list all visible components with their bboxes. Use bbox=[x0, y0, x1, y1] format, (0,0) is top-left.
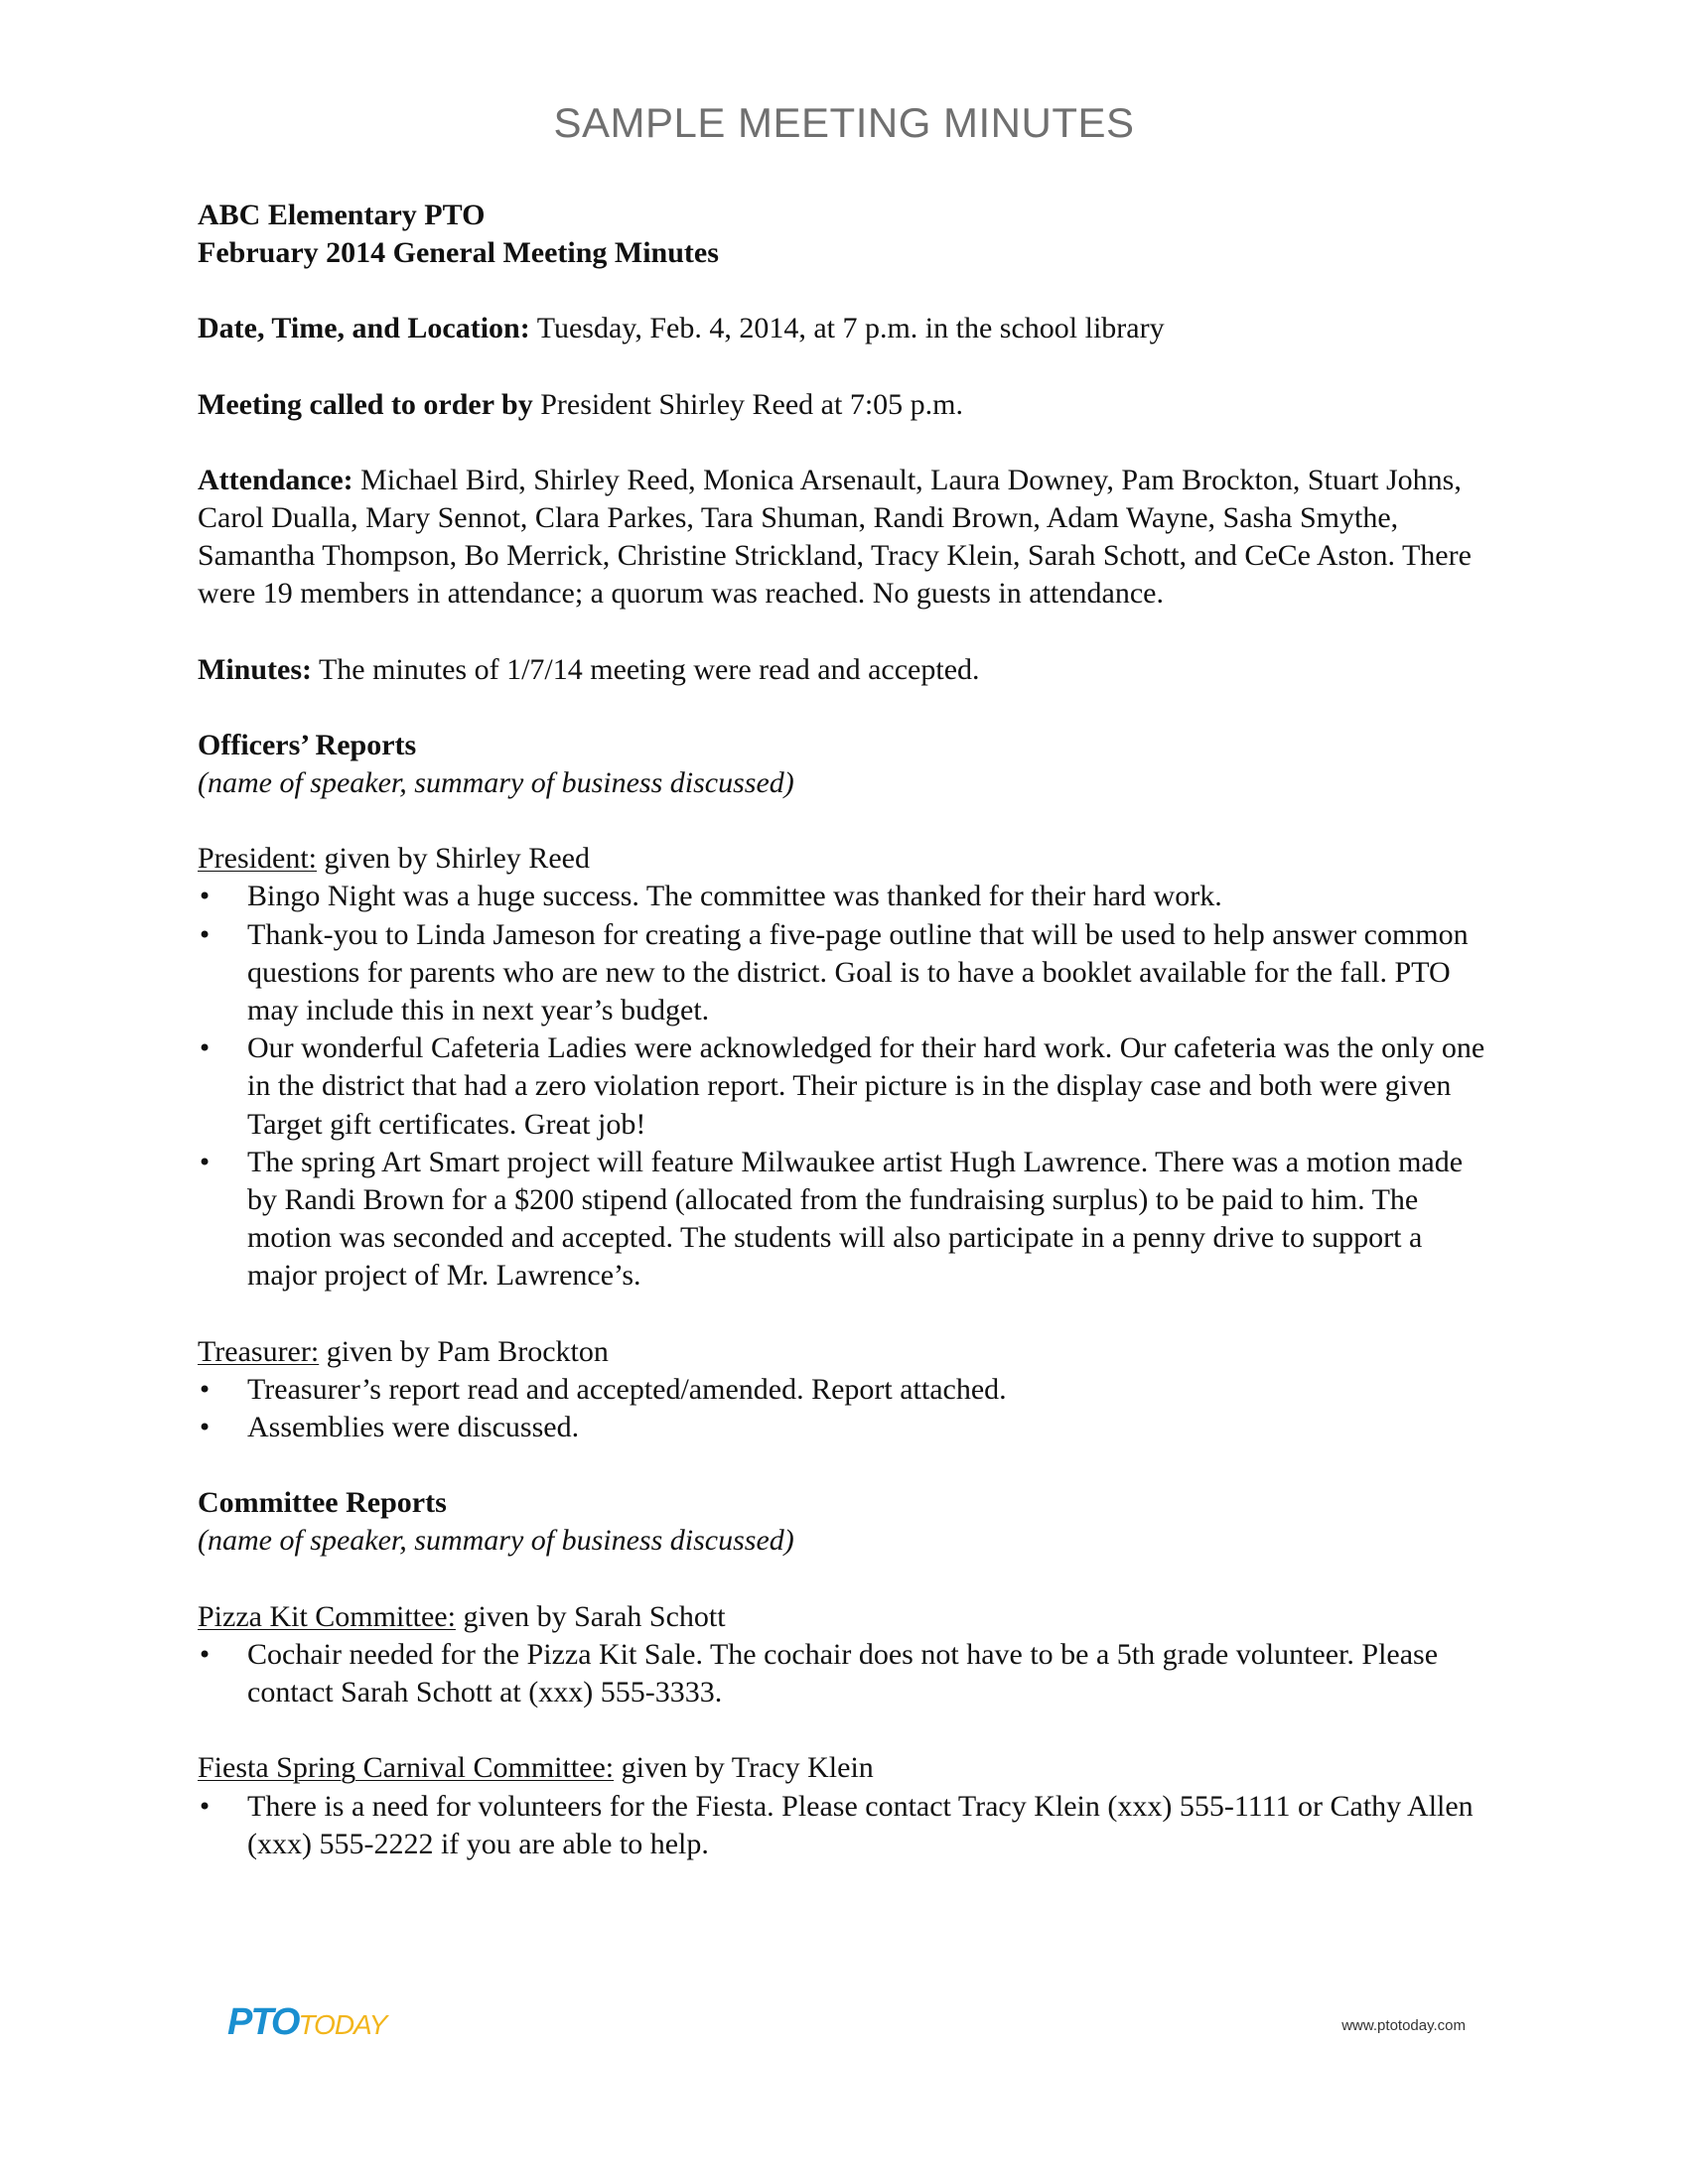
meeting-title: February 2014 General Meeting Minutes bbox=[198, 236, 719, 270]
president-speaker: given by Shirley Reed bbox=[317, 842, 590, 876]
fiesta-committee-header bbox=[198, 1749, 1488, 1787]
list-item: • Cochair needed for the Pizza Kit Sale. The cochair does not have to be a 5th grade volunteer. Please contact Sarah Schott at (xxx) 555-3333. bbox=[198, 1636, 1488, 1711]
logo-today-text: TODAY bbox=[298, 2009, 387, 2040]
pto-today-logo bbox=[227, 2003, 386, 2041]
fiesta-committee-label: Fiesta Spring Carnival Committee: bbox=[198, 1751, 615, 1785]
president-label: President: bbox=[198, 842, 317, 876]
pizza-committee-header bbox=[198, 1598, 1488, 1636]
list-item: • Thank-you to Linda Jameson for creating a five-page outline that will be used to help answer common questions for parents who are new to the district. Goal is to have a booklet available for the fall. PTO may include this in next year’s budget. bbox=[198, 916, 1488, 1030]
called-to-order bbox=[198, 386, 1488, 424]
list-item: • Assemblies were discussed. bbox=[198, 1409, 1488, 1446]
logo-pto-text: PTO bbox=[227, 2001, 299, 2043]
president-items bbox=[198, 878, 1488, 1295]
fiesta-committee-speaker: given by Tracy Klein bbox=[614, 1751, 874, 1785]
called-to-order-value: President Shirley Reed at 7:05 p.m. bbox=[532, 387, 963, 421]
treasurer-items bbox=[198, 1371, 1488, 1446]
treasurer-speaker: given by Pam Brockton bbox=[319, 1334, 609, 1368]
called-to-order-label: Meeting called to order by bbox=[198, 387, 533, 421]
footer-url: www.ptotoday.com bbox=[1341, 2017, 1466, 2034]
treasurer-label: Treasurer: bbox=[198, 1334, 320, 1368]
date-time-location bbox=[198, 310, 1488, 347]
date-time-location-value: Tuesday, Feb. 4, 2014, at 7 p.m. in the school library bbox=[529, 312, 1165, 345]
list-item: • Treasurer’s report read and accepted/amended. Report attached. bbox=[198, 1371, 1488, 1409]
officers-heading: Officers’ Reports bbox=[198, 728, 417, 761]
list-item: • The spring Art Smart project will feature Milwaukee artist Hugh Lawrence. There was a motion made by Randi Brown for a $200 stipend (allocated from the fundraising surplus) to be paid to him. The motion was seconded and accepted. The students will also participate in a penny drive to support a major project of Mr. Lawrence’s. bbox=[198, 1144, 1488, 1296]
attendance-value: Michael Bird, Shirley Reed, Monica Arsenault, Laura Downey, Pam Brockton, Stuart Johns, Carol Dualla, Mary Sennot, Clara Parkes, Tara Shuman, Randi Brown, Adam Wayne, Sasha Smythe, Samantha Thompson, Bo Merrick, Christine Strickland, Tracy Klein, Sarah Schott, and CeCe Aston. There were 19 members in attendance; a quorum was reached. No guests in attendance. bbox=[198, 463, 1472, 611]
minutes-body bbox=[198, 197, 1488, 1863]
committee-note: (name of speaker, summary of business discussed) bbox=[198, 1524, 794, 1558]
pizza-committee-speaker: given by Sarah Schott bbox=[455, 1599, 726, 1633]
treasurer-report-header bbox=[198, 1333, 1488, 1371]
officers-note: (name of speaker, summary of business discussed) bbox=[198, 766, 794, 800]
attendance bbox=[198, 462, 1488, 614]
pizza-committee-items bbox=[198, 1636, 1488, 1711]
attendance-label: Attendance: bbox=[198, 463, 353, 496]
minutes-label: Minutes: bbox=[198, 652, 312, 686]
president-report-header bbox=[198, 840, 1488, 878]
org-name: ABC Elementary PTO bbox=[198, 199, 486, 231]
minutes-approval bbox=[198, 651, 1488, 689]
list-item: • Our wonderful Cafeteria Ladies were acknowledged for their hard work. Our cafeteria was the only one in the district that had a zero violation report. Their picture is in the display case and both were given Target gift certificates. Great job! bbox=[198, 1029, 1488, 1144]
page-title: SAMPLE MEETING MINUTES bbox=[553, 99, 1135, 146]
pizza-committee-label: Pizza Kit Committee: bbox=[198, 1599, 456, 1633]
minutes-value: The minutes of 1/7/14 meeting were read and accepted. bbox=[312, 652, 980, 686]
list-item: • Bingo Night was a huge success. The committee was thanked for their hard work. bbox=[198, 878, 1488, 915]
date-time-location-label: Date, Time, and Location: bbox=[198, 312, 530, 345]
fiesta-committee-items bbox=[198, 1788, 1488, 1863]
list-item: • There is a need for volunteers for the Fiesta. Please contact Tracy Klein (xxx) 555-1111 or Cathy Allen (xxx) 555-2222 if you are able to help. bbox=[198, 1788, 1488, 1863]
committee-heading: Committee Reports bbox=[198, 1486, 447, 1520]
